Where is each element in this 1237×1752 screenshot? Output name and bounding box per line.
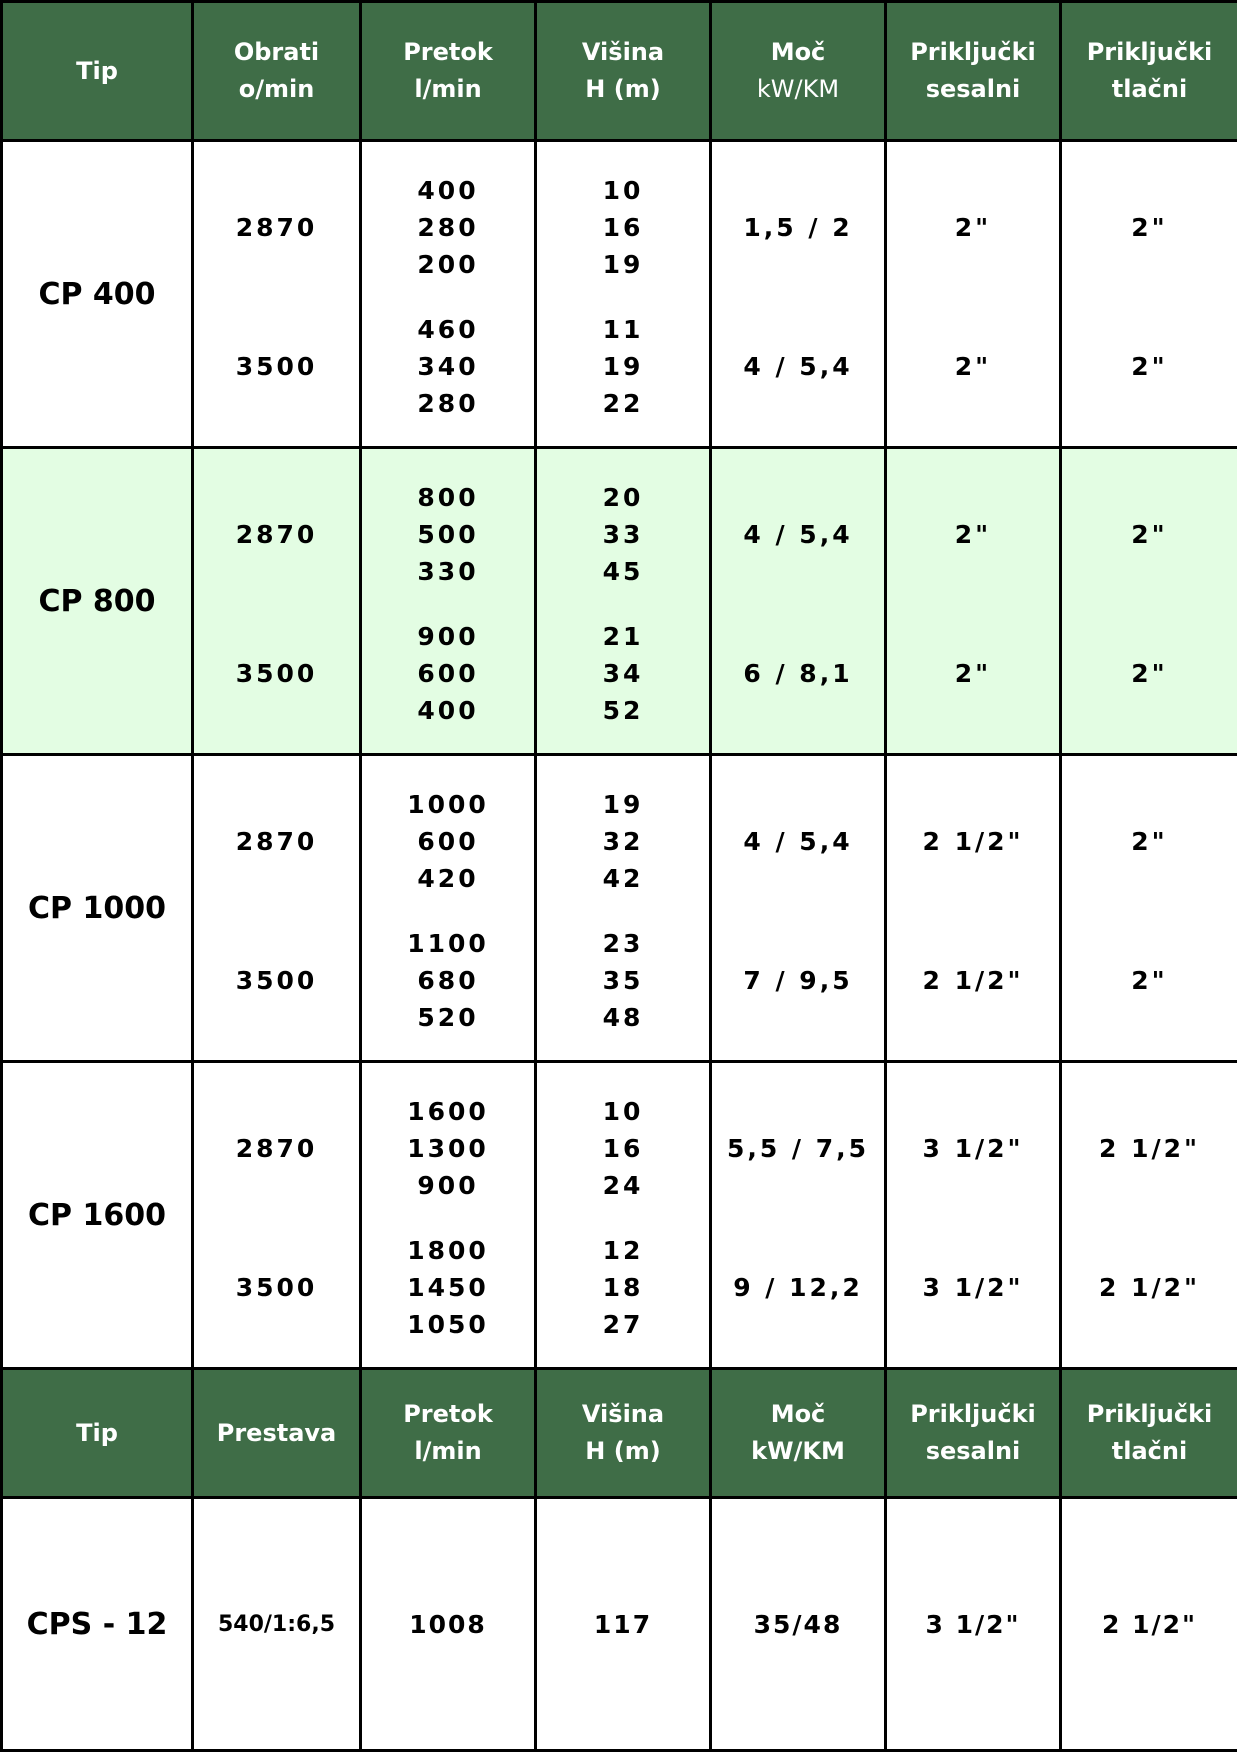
suction-value: 2"	[955, 209, 991, 246]
suction-value: 2"	[955, 516, 991, 553]
power-cell: 35/48	[711, 1498, 886, 1751]
header-row-top	[2, 2, 1237, 141]
suction-cell	[886, 448, 1061, 755]
rpm-value: 3500	[236, 1269, 318, 1306]
head-value: 27	[603, 1306, 644, 1343]
flow-value: 460	[417, 311, 478, 348]
pressure-value: 2 1/2"	[1099, 1269, 1200, 1306]
flow-value: 1100	[407, 925, 489, 962]
suction-value: 2"	[955, 655, 991, 692]
head-value: 16	[603, 209, 644, 246]
header-pressure: Priključki tlačni	[1061, 2, 1237, 141]
flow-value: 280	[417, 209, 478, 246]
flow-value: 520	[417, 999, 478, 1036]
head-value: 19	[603, 348, 644, 385]
rpm-cell	[193, 448, 361, 755]
header-head: Višina H (m)	[536, 2, 711, 141]
pressure-value: 2"	[1131, 516, 1167, 553]
header-pressure-bottom: Priključki tlačni	[1061, 1369, 1237, 1498]
head-value: 32	[603, 823, 644, 860]
table-row	[2, 1062, 1237, 1369]
header-suction-bottom: Priključki sesalni	[886, 1369, 1061, 1498]
rpm-value: 3500	[236, 348, 318, 385]
head-value: 19	[603, 786, 644, 823]
head-value: 24	[603, 1167, 644, 1204]
suction-value: 2 1/2"	[922, 823, 1023, 860]
pressure-value: 2"	[1131, 823, 1167, 860]
suction-value: 3 1/2"	[922, 1269, 1023, 1306]
header-flow: Pretok l/min	[361, 2, 536, 141]
rpm-cell	[193, 141, 361, 448]
flow-cell	[361, 141, 536, 448]
flow-value: 680	[417, 962, 478, 999]
head-cell: 117	[536, 1498, 711, 1751]
table-row-cps-12	[2, 1498, 1237, 1751]
table-row	[2, 448, 1237, 755]
tip-cell: CP 1600	[2, 1062, 193, 1369]
head-value: 10	[603, 172, 644, 209]
header-power-bottom: Moč kW/KM	[711, 1369, 886, 1498]
flow-cell: 1008	[361, 1498, 536, 1751]
tip-cell: CPS - 12	[2, 1498, 193, 1751]
pressure-cell	[1061, 141, 1237, 448]
suction-value: 2 1/2"	[922, 962, 1023, 999]
head-value: 35	[603, 962, 644, 999]
header-flow-bottom: Pretok l/min	[361, 1369, 536, 1498]
power-cell	[711, 1062, 886, 1369]
head-value: 23	[603, 925, 644, 962]
power-cell	[711, 141, 886, 448]
pressure-value: 2"	[1131, 209, 1167, 246]
power-value: 9 / 12,2	[733, 1269, 863, 1306]
pressure-cell	[1061, 1062, 1237, 1369]
head-value: 52	[603, 692, 644, 729]
power-value: 4 / 5,4	[743, 823, 852, 860]
flow-value: 1800	[407, 1232, 489, 1269]
header-head-bottom: Višina H (m)	[536, 1369, 711, 1498]
suction-value: 3 1/2"	[922, 1130, 1023, 1167]
pressure-cell: 2 1/2"	[1061, 1498, 1237, 1751]
table-row	[2, 755, 1237, 1062]
header-rpm: Obrati o/min	[193, 2, 361, 141]
suction-value: 2"	[955, 348, 991, 385]
flow-value: 420	[417, 860, 478, 897]
flow-value: 900	[417, 618, 478, 655]
tip-cell: CP 1000	[2, 755, 193, 1062]
flow-value: 340	[417, 348, 478, 385]
flow-value: 1300	[407, 1130, 489, 1167]
header-row-bottom	[2, 1369, 1237, 1498]
flow-value: 500	[417, 516, 478, 553]
power-value: 7 / 9,5	[743, 962, 852, 999]
power-value: 5,5 / 7,5	[727, 1130, 869, 1167]
head-value: 20	[603, 479, 644, 516]
head-value: 33	[603, 516, 644, 553]
rpm-value: 2870	[236, 516, 318, 553]
pressure-value: 2 1/2"	[1099, 1130, 1200, 1167]
head-cell	[536, 1062, 711, 1369]
pressure-value: 2"	[1131, 655, 1167, 692]
head-value: 34	[603, 655, 644, 692]
flow-value: 600	[417, 655, 478, 692]
rpm-value: 3500	[236, 962, 318, 999]
header-tip-bottom: Tip	[2, 1369, 193, 1498]
flow-cell	[361, 1062, 536, 1369]
pressure-value: 2"	[1131, 962, 1167, 999]
suction-cell	[886, 1062, 1061, 1369]
suction-cell	[886, 755, 1061, 1062]
tip-cell: CP 800	[2, 448, 193, 755]
table-row	[2, 141, 1237, 448]
rpm-value: 2870	[236, 1130, 318, 1167]
flow-value: 200	[417, 246, 478, 283]
head-value: 48	[603, 999, 644, 1036]
flow-value: 400	[417, 172, 478, 209]
flow-value: 400	[417, 692, 478, 729]
power-cell	[711, 755, 886, 1062]
head-value: 22	[603, 385, 644, 422]
pressure-cell	[1061, 448, 1237, 755]
flow-cell	[361, 755, 536, 1062]
power-value: 6 / 8,1	[743, 655, 852, 692]
pressure-cell	[1061, 755, 1237, 1062]
head-cell	[536, 755, 711, 1062]
rpm-value: 2870	[236, 209, 318, 246]
tip-cell: CP 400	[2, 141, 193, 448]
flow-value: 800	[417, 479, 478, 516]
head-value: 21	[603, 618, 644, 655]
head-value: 10	[603, 1093, 644, 1130]
flow-value: 1000	[407, 786, 489, 823]
head-value: 45	[603, 553, 644, 590]
head-cell	[536, 448, 711, 755]
rpm-value: 2870	[236, 823, 318, 860]
flow-value: 1450	[407, 1269, 489, 1306]
flow-value: 900	[417, 1167, 478, 1204]
power-value: 4 / 5,4	[743, 516, 852, 553]
head-value: 16	[603, 1130, 644, 1167]
header-power: Moč kW/KM	[711, 2, 886, 141]
header-tip: Tip	[2, 2, 193, 141]
head-cell	[536, 141, 711, 448]
flow-value: 1050	[407, 1306, 489, 1343]
rpm-cell	[193, 1062, 361, 1369]
header-gear: Prestava	[193, 1369, 361, 1498]
flow-value: 330	[417, 553, 478, 590]
head-value: 12	[603, 1232, 644, 1269]
flow-cell	[361, 448, 536, 755]
rpm-cell	[193, 755, 361, 1062]
pressure-value: 2"	[1131, 348, 1167, 385]
flow-value: 600	[417, 823, 478, 860]
power-cell	[711, 448, 886, 755]
power-value: 1,5 / 2	[743, 209, 852, 246]
rpm-value: 3500	[236, 655, 318, 692]
head-value: 18	[603, 1269, 644, 1306]
gear-cell: 540/1:6,5	[193, 1498, 361, 1751]
head-value: 19	[603, 246, 644, 283]
flow-value: 1600	[407, 1093, 489, 1130]
head-value: 11	[603, 311, 644, 348]
power-value: 4 / 5,4	[743, 348, 852, 385]
header-suction: Priključki sesalni	[886, 2, 1061, 141]
flow-value: 280	[417, 385, 478, 422]
head-value: 42	[603, 860, 644, 897]
suction-cell	[886, 141, 1061, 448]
suction-cell: 3 1/2"	[886, 1498, 1061, 1751]
